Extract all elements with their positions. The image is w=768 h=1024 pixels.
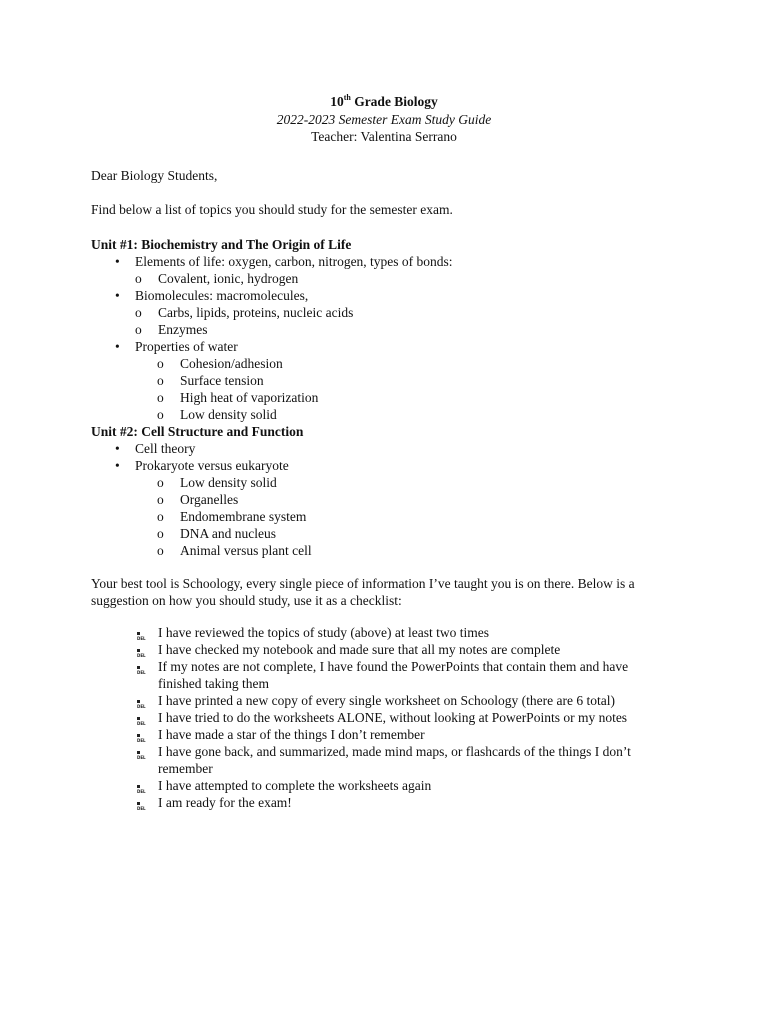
- checklist-bullet-icon: DEL: [137, 647, 148, 653]
- subtopic-label: Enzymes: [158, 322, 208, 337]
- title-ordinal-suffix: th: [343, 92, 351, 102]
- checklist-item-label: I have tried to do the worksheets ALONE, without looking at PowerPoints or my notes: [158, 710, 628, 725]
- checklist-item: [137, 658, 657, 692]
- subtopic-list: [135, 304, 691, 338]
- subtopic-label: Endomembrane system: [180, 509, 307, 524]
- bullet-icon: •: [115, 339, 120, 354]
- checklist-item: [137, 692, 657, 709]
- topic-label: Prokaryote versus eukaryote: [135, 458, 289, 473]
- topic-item: [91, 287, 691, 338]
- subtopic-item: [135, 542, 691, 559]
- checklist-bullet-icon: DEL: [137, 698, 148, 704]
- bullet-icon: •: [115, 254, 120, 269]
- checklist-bullet-icon: DEL: [137, 715, 148, 721]
- checklist-bullet-icon: DEL: [137, 732, 148, 738]
- checklist-item: [137, 777, 657, 794]
- sub-bullet-icon: o: [135, 322, 142, 337]
- checklist-item: [137, 794, 657, 811]
- subtopic-item: [135, 525, 691, 542]
- checklist-item-label: I have reviewed the topics of study (above) at least two times: [158, 625, 490, 640]
- subtopic-item: [135, 406, 691, 423]
- checklist-bullet-icon: DEL: [137, 749, 148, 755]
- sub-bullet-icon: o: [157, 390, 164, 405]
- checklist-item-label: I have attempted to complete the worksheets again: [158, 778, 432, 793]
- subtopic-item: [135, 389, 691, 406]
- intro-paragraph: Find below a list of topics you should study for the semester exam.: [91, 202, 453, 217]
- subtopic-label: Carbs, lipids, proteins, nucleic acids: [158, 305, 354, 320]
- bullet-icon: •: [115, 441, 120, 456]
- subtopic-item: [135, 355, 691, 372]
- subtopic-item: [135, 372, 691, 389]
- document-title: [0, 93, 768, 110]
- checklist-item: [137, 624, 657, 641]
- checklist-item: [137, 726, 657, 743]
- greeting: Dear Biology Students,: [91, 168, 218, 183]
- checklist-bullet-icon: DEL: [137, 664, 148, 670]
- checklist-item-label: I have printed a new copy of every single worksheet on Schoology (there are 6 total): [158, 693, 615, 708]
- topic-item: [91, 253, 691, 287]
- subtopic-label: Animal versus plant cell: [180, 543, 312, 558]
- sub-bullet-icon: o: [135, 271, 142, 286]
- subtopic-label: Covalent, ionic, hydrogen: [158, 271, 299, 286]
- sub-bullet-icon: o: [157, 356, 164, 371]
- subtopic-label: Cohesion/adhesion: [180, 356, 283, 371]
- subtopic-list: [135, 474, 691, 559]
- topic-item: [91, 457, 691, 559]
- topic-item: [91, 440, 691, 457]
- topic-label: Elements of life: oxygen, carbon, nitrogen, types of bonds:: [135, 254, 453, 269]
- sub-bullet-icon: o: [157, 407, 164, 422]
- sub-bullet-icon: o: [157, 475, 164, 490]
- topic-list: [91, 253, 691, 423]
- subtopic-label: Low density solid: [180, 407, 277, 422]
- subtopic-item: [135, 491, 691, 508]
- checklist-item: [137, 641, 657, 658]
- subtopic-item: [135, 321, 691, 338]
- checklist-bullet-icon: DEL: [137, 783, 148, 789]
- topic-item: [91, 338, 691, 423]
- title-number: 10: [330, 94, 344, 109]
- sub-bullet-icon: o: [157, 373, 164, 388]
- checklist-bullet-icon: DEL: [137, 800, 148, 806]
- subtopic-label: Surface tension: [180, 373, 264, 388]
- document-subtitle: 2022-2023 Semester Exam Study Guide: [276, 112, 492, 127]
- subtopic-label: Low density solid: [180, 475, 277, 490]
- subtopic-list: [135, 270, 691, 287]
- checklist-item: [137, 743, 657, 777]
- bullet-icon: •: [115, 458, 120, 473]
- subtopic-list: [135, 355, 691, 423]
- study-checklist: [137, 624, 657, 811]
- sub-bullet-icon: o: [135, 305, 142, 320]
- subtopic-item: [135, 270, 691, 287]
- checklist-item: [137, 709, 657, 726]
- subtopic-item: [135, 304, 691, 321]
- bullet-icon: •: [115, 288, 120, 303]
- unit-heading: Unit #1: Biochemistry and The Origin of Life: [91, 237, 352, 252]
- subtopic-label: High heat of vaporization: [180, 390, 319, 405]
- sub-bullet-icon: o: [157, 526, 164, 541]
- sub-bullet-icon: o: [157, 543, 164, 558]
- topic-label: Cell theory: [135, 441, 196, 456]
- subtopic-item: [135, 474, 691, 491]
- subtopic-label: DNA and nucleus: [180, 526, 276, 541]
- unit-heading: Unit #2: Cell Structure and Function: [91, 424, 304, 439]
- topic-label: Properties of water: [135, 339, 238, 354]
- sub-bullet-icon: o: [157, 509, 164, 524]
- checklist-bullet-icon: DEL: [137, 630, 148, 636]
- teacher-name: Teacher: Valentina Serrano: [311, 129, 457, 144]
- topic-list: [91, 440, 691, 559]
- checklist-item-label: I have gone back, and summarized, made mind maps, or flashcards of the things I don’t remember: [158, 744, 631, 776]
- subtopic-item: [135, 508, 691, 525]
- checklist-item-label: I have made a star of the things I don’t remember: [158, 727, 425, 742]
- title-rest: Grade Biology: [350, 94, 438, 109]
- checklist-item-label: If my notes are not complete, I have found the PowerPoints that contain them and have finished taking them: [158, 659, 629, 691]
- checklist-item-label: I have checked my notebook and made sure that all my notes are complete: [158, 642, 561, 657]
- units-section: [91, 236, 691, 559]
- tools-paragraph: Your best tool is Schoology, every single piece of information I’ve taught you is on there. Below is a suggestion on how you should study, use it as a checklist:: [91, 576, 635, 608]
- subtopic-label: Organelles: [180, 492, 239, 507]
- checklist-item-label: I am ready for the exam!: [158, 795, 292, 810]
- sub-bullet-icon: o: [157, 492, 164, 507]
- topic-label: Biomolecules: macromolecules,: [135, 288, 309, 303]
